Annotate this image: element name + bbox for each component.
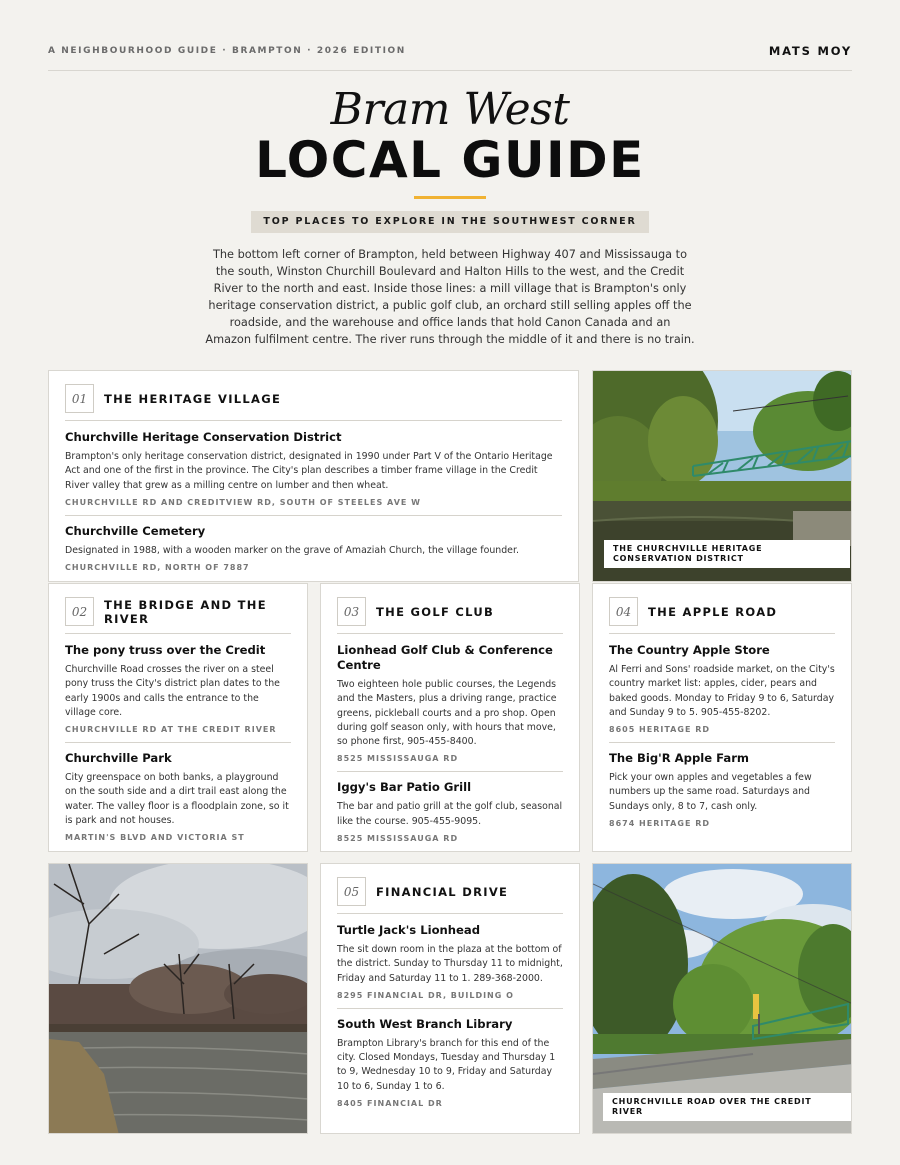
place-description: Pick your own apples and vegetables a few numbers up the same road. Saturdays and Sundays only, 8 to 7, cash only.: [609, 772, 812, 812]
section-card-heritage-village: [48, 370, 579, 582]
page-title: LOCAL GUIDE: [255, 131, 645, 189]
section-card-financial-drive: [320, 863, 580, 1134]
guide-kicker: A NEIGHBOURHOOD GUIDE · BRAMPTON · 2026 EDITION: [48, 46, 406, 56]
place-address: 8525 MISSISSAUGA RD: [337, 834, 459, 844]
author-name: MATS MOY: [768, 44, 852, 58]
intro-paragraph: The bottom left corner of Brampton, held between Highway 407 and Mississauga to the south, Winston Churchill Boulevard and Halton Hills to the west, and the Credit River to the north and east. Inside those lines: a mill village that is Brampton's only heritage conservation district, a public golf club, an orchard still selling apples off the roadside, and the warehouse and office lands that hold Canon Canada and an Amazon fulfilment centre. The river runs through the middle of it and there is no train.: [205, 248, 695, 346]
photo-churchville-bridge: [592, 370, 852, 582]
top-bar: [48, 40, 852, 71]
place-description: The sit down room in the plaza at the bottom of the district. Sunday to Thursday 11 to midnight, Friday and Saturday 11 to 1. 289-368-2000.: [337, 944, 563, 984]
section-title: FINANCIAL DRIVE: [376, 884, 509, 899]
place-name: Churchville Heritage Conservation District: [65, 430, 342, 444]
section-title: THE HERITAGE VILLAGE: [104, 391, 282, 406]
place-name: Churchville Park: [65, 751, 172, 766]
section-number: 03: [337, 597, 366, 626]
section-header: [65, 597, 291, 626]
place-description: Brampton Library's branch for this end of the city. Closed Mondays, Tuesday and Thursday 1 to 9, Wednesday 10 to 9, Friday and Saturday 10 to 6, Sunday 1 to 6.: [337, 1037, 556, 1092]
section-header: [609, 597, 835, 626]
place-description: Al Ferri and Sons' roadside market, on the City's country market list: apples, cider, pears and baked goods. Monday to Friday 9 to 6, Saturday and Sunday 9 to 5. 905-455-8202.: [609, 664, 835, 718]
accent-divider: [414, 196, 486, 199]
divider: [337, 771, 563, 772]
section-number: 01: [65, 384, 94, 413]
place-name: South West Branch Library: [337, 1016, 513, 1031]
section-card-apple-road: [592, 583, 852, 852]
section-header: [65, 384, 562, 413]
place-address: 8525 MISSISSAUGA RD: [337, 754, 459, 764]
place-address: CHURCHVILLE RD AT THE CREDIT RIVER: [65, 725, 277, 735]
place-name: The pony truss over the Credit: [65, 643, 266, 657]
photo-caption: CHURCHVILLE ROAD OVER THE CREDIT RIVER: [603, 1093, 851, 1121]
divider: [337, 1008, 563, 1009]
place-description: Brampton's only heritage conservation district, designated in 1990 under Part V of the Ontario Heritage Act and one of the first in the province. The City's plan describes a timber frame village in the Credit River valley that grew as a milling centre on lumber and then wheat.: [65, 451, 553, 491]
list-item: [337, 643, 563, 763]
photo-churchville-road: [592, 863, 852, 1134]
section-number: 02: [65, 597, 94, 626]
list-item: [65, 643, 291, 734]
divider: [65, 633, 291, 634]
place-description: Churchville Road crosses the river on a steel pony truss the City's district plan dates to the early 1900s and calls the entrance to the village core.: [65, 664, 280, 718]
tagline-badge: TOP PLACES TO EXPLORE IN THE SOUTHWEST CORNER: [251, 211, 649, 233]
place-description: The bar and patio grill at the golf club, seasonal like the course. 905-455-9095.: [337, 801, 563, 827]
script-title: Bram West: [330, 84, 570, 135]
place-address: 8674 HERITAGE RD: [609, 819, 710, 829]
place-description: Designated in 1988, with a wooden marker on the grave of Amaziah Church, the village founder.: [65, 544, 519, 556]
place-address: CHURCHVILLE RD, NORTH OF 7887: [65, 563, 250, 573]
divider: [609, 633, 835, 634]
section-number: 05: [337, 877, 366, 906]
list-item: [65, 751, 291, 842]
section-card-bridge-river: [48, 583, 308, 852]
place-address: CHURCHVILLE RD AND CREDITVIEW RD, SOUTH OF STEELES AVE W: [65, 497, 421, 507]
list-item: [65, 524, 562, 572]
section-number: 04: [609, 597, 638, 626]
place-name: Iggy's Bar Patio Grill: [337, 780, 472, 795]
section-title: THE BRIDGE AND THE RIVER: [104, 597, 267, 626]
divider: [337, 913, 563, 914]
list-item: [609, 751, 835, 828]
place-description: City greenspace on both banks, a playground on the south side and a dirt trail east along the water. The valley floor is a floodplain zone, so it is park and not houses.: [65, 772, 289, 827]
place-address: MARTIN'S BLVD AND VICTORIA ST: [65, 833, 245, 843]
list-item: [609, 643, 835, 734]
river-photo-illustration: [49, 864, 308, 1134]
place-name: Lionhead Golf Club & Conference Centre: [337, 643, 553, 672]
place-address: 8295 FINANCIAL DR, BUILDING O: [337, 990, 514, 1000]
divider: [65, 420, 562, 421]
place-name: The Big'R Apple Farm: [609, 751, 749, 766]
section-title: THE GOLF CLUB: [376, 604, 495, 619]
divider: [337, 633, 563, 634]
list-item: [337, 923, 563, 1000]
list-item: [337, 780, 563, 843]
place-name: The Country Apple Store: [609, 643, 770, 657]
section-header: [337, 597, 563, 626]
divider: [609, 742, 835, 743]
place-name: Churchville Cemetery: [65, 523, 206, 538]
divider: [65, 742, 291, 743]
place-name: Turtle Jack's Lionhead: [337, 923, 481, 937]
list-item: [337, 1017, 563, 1108]
divider: [65, 515, 562, 516]
section-title: THE APPLE ROAD: [648, 604, 778, 619]
photo-caption: THE CHURCHVILLE HERITAGE CONSERVATION DISTRICT: [604, 540, 850, 568]
place-description: Two eighteen hole public courses, the Legends and the Masters, plus a driving range, practice greens, pickleball courts and a pro shop. Open during golf season only, with hours that move, so phone first, 905-455-8400.: [337, 679, 557, 748]
section-header: [337, 877, 563, 906]
place-address: 8405 FINANCIAL DR: [337, 1099, 443, 1109]
photo-credit-river: [48, 863, 308, 1134]
list-item: [65, 430, 562, 507]
place-address: 8605 HERITAGE RD: [609, 725, 710, 735]
section-card-golf-club: [320, 583, 580, 852]
